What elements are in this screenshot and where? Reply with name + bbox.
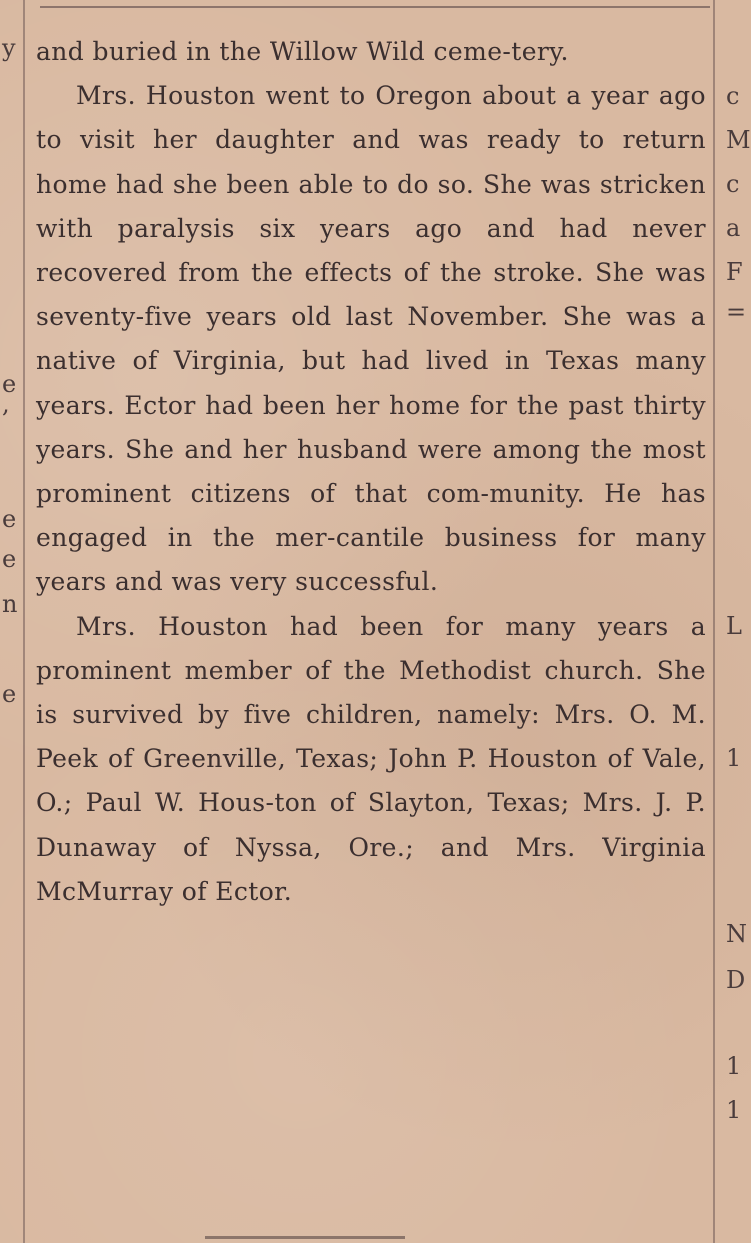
adjacent-column-right-fragments — [724, 0, 751, 1243]
margin-fragment: F — [726, 258, 743, 286]
top-column-rule — [40, 6, 710, 8]
margin-fragment: L — [726, 612, 742, 640]
margin-fragment: y — [2, 34, 16, 62]
margin-fragment: , — [2, 390, 10, 418]
margin-fragment: c — [726, 82, 740, 110]
margin-fragment: n — [2, 590, 18, 618]
left-column-rule — [23, 0, 25, 1243]
article-paragraph: and buried in the Willow Wild ceme-tery. — [36, 37, 569, 66]
margin-fragment: 1 — [726, 1052, 742, 1080]
margin-fragment: D — [726, 966, 746, 994]
article-paragraph: Mrs. Houston had been for many years a prominent member of the Methodist church. She is survived by five children, namely: Mrs. O. M. Peek of Greenville, Texas; John P. Houston of Vale, O.; Paul W. Hous-ton of Slayton, Texas; Mrs. J. P. Dunaway of Nyssa, Ore.; and Mrs. Virginia McMurray of Ector. — [36, 611, 706, 906]
margin-fragment: c — [726, 170, 740, 198]
margin-fragment: e — [2, 545, 17, 573]
margin-fragment: a — [726, 214, 741, 242]
margin-fragment: = — [726, 298, 747, 326]
margin-fragment: 1 — [726, 1096, 742, 1124]
article-end-rule — [205, 1236, 405, 1239]
margin-fragment: N — [726, 920, 747, 948]
adjacent-column-left-fragments — [0, 0, 22, 1243]
newspaper-article-column — [36, 30, 706, 914]
margin-fragment: M — [726, 126, 751, 154]
margin-fragment: 1 — [726, 744, 742, 772]
margin-fragment: e — [2, 680, 17, 708]
article-paragraph: Mrs. Houston went to Oregon about a year ago to visit her daughter and was ready to return home had she been able to do so. She was stricken with paralysis six years ago and had never recovered from the effects of the stroke. She was seventy-five years old last November. She was a native of Virginia, but had lived in Texas many years. Ector had been her home for the past thirty years. She and her husband were among the most prominent citizens of that com-munity. He has engaged in the mer-cantile business for many years and was very successful. — [36, 81, 706, 597]
margin-fragment: e — [2, 370, 17, 398]
margin-fragment: e — [2, 505, 17, 533]
right-column-rule — [713, 0, 715, 1243]
